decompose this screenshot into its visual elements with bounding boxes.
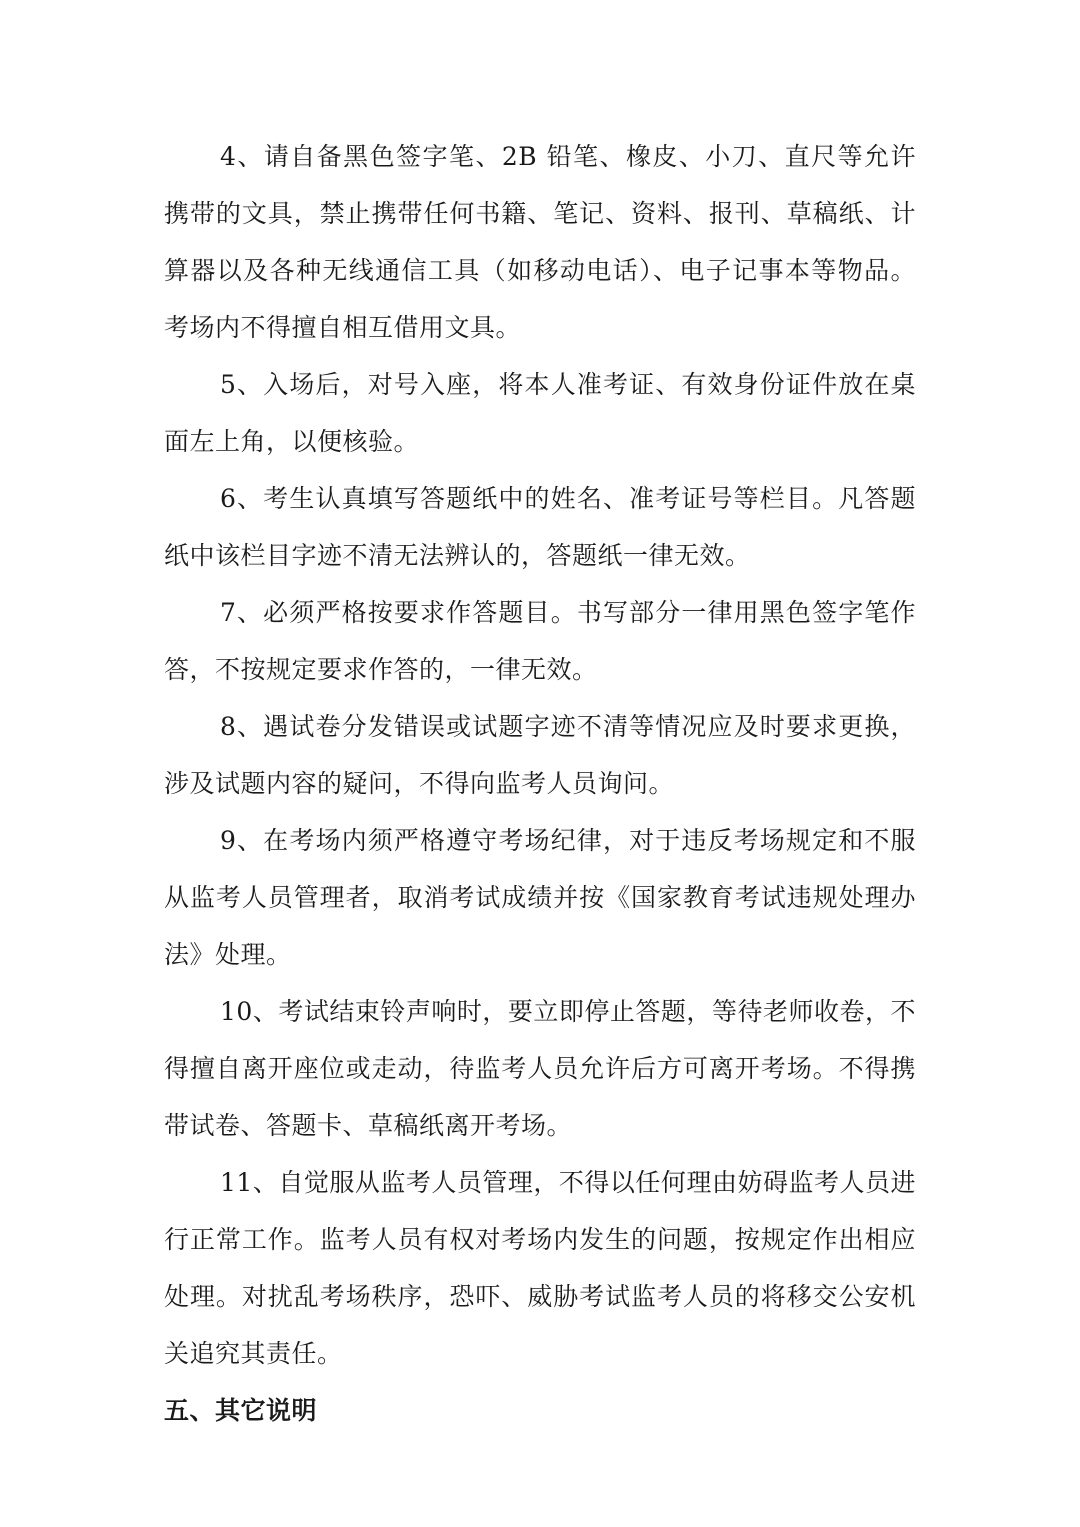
rule-paragraph-7: 7、必须严格按要求作答题目。书写部分一律用黑色签字笔作答，不按规定要求作答的，一律无效。: [164, 598, 916, 684]
rule-paragraph-5: 5、入场后，对号入座，将本人准考证、有效身份证件放在桌面左上角，以便核验。: [164, 370, 916, 456]
rule-paragraph-4: 4、请自备黑色签字笔、2B 铅笔、橡皮、小刀、直尺等允许携带的文具，禁止携带任何书籍、笔记、资料、报刊、草稿纸、计算器以及各种无线通信工具（如移动电话）、电子记事本等物品。考场内不得擅自相互借用文具。: [164, 142, 916, 342]
rule-paragraph-9: 9、在考场内须严格遵守考场纪律，对于违反考场规定和不服从监考人员管理者，取消考试成绩并按《国家教育考试违规处理办法》处理。: [164, 826, 916, 969]
section-heading: 五、其它说明: [164, 1396, 318, 1425]
document-body: [164, 128, 916, 1439]
rule-paragraph-6: 6、考生认真填写答题纸中的姓名、准考证号等栏目。凡答题纸中该栏目字迹不清无法辨认的，答题纸一律无效。: [164, 484, 916, 570]
rule-paragraph-10: 10、考试结束铃声响时，要立即停止答题，等待老师收卷，不得擅自离开座位或走动，待监考人员允许后方可离开考场。不得携带试卷、答题卡、草稿纸离开考场。: [164, 997, 916, 1140]
rule-paragraph-11: 11、自觉服从监考人员管理，不得以任何理由妨碍监考人员进行正常工作。监考人员有权对考场内发生的问题，按规定作出相应处理。对扰乱考场秩序，恐吓、威胁考试监考人员的将移交公安机关追究其责任。: [164, 1168, 916, 1368]
rule-paragraph-8: 8、遇试卷分发错误或试题字迹不清等情况应及时要求更换，涉及试题内容的疑问，不得向监考人员询问。: [164, 712, 916, 798]
